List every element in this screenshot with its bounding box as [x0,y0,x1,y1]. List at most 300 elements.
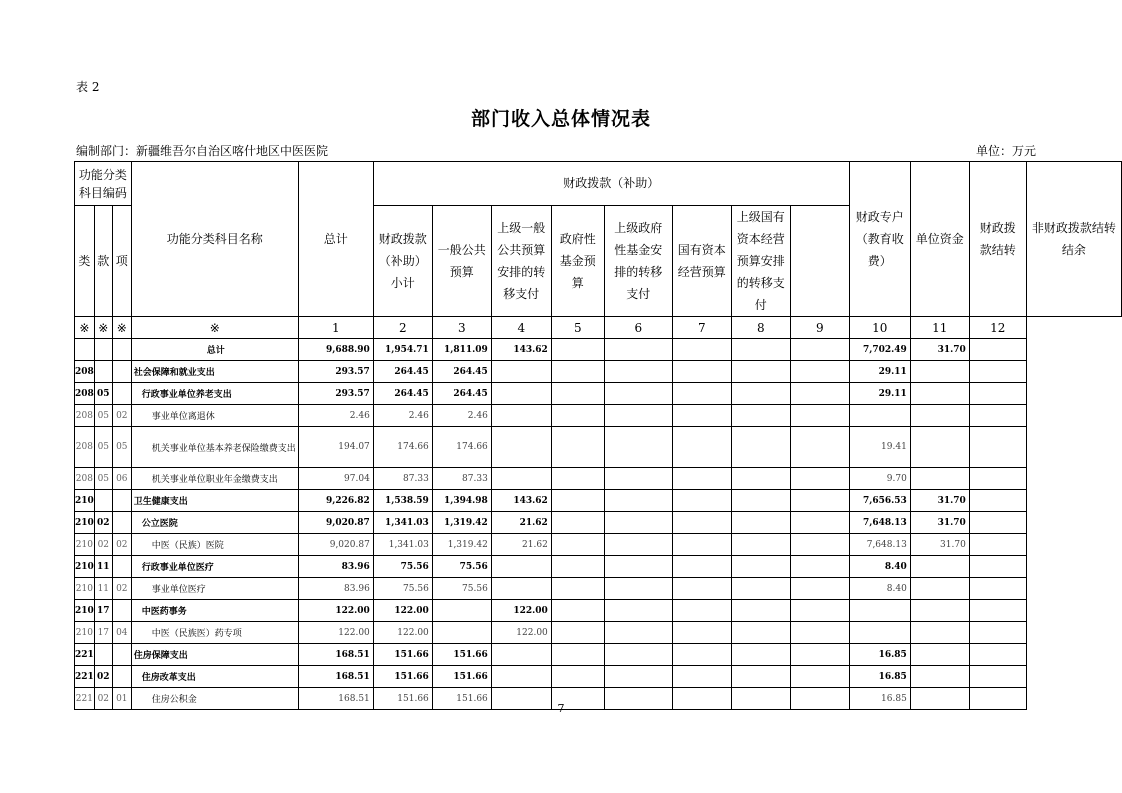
amount-cell-c3: 122.00 [491,622,551,644]
amount-cell-c3 [491,666,551,688]
amount-cell-c8 [790,556,849,578]
code-kuan-cell: 05 [94,427,112,468]
amount-cell-c5 [604,578,672,600]
amount-cell-c4 [551,383,604,405]
amount-cell-c10 [910,361,969,383]
table-row [75,405,1122,427]
code-xiang-cell [112,361,131,383]
amount-cell-c2: 151.66 [432,644,491,666]
header-kuan: 款 [94,206,112,317]
amount-cell-c4 [551,427,604,468]
amount-cell-c4 [551,622,604,644]
code-xiang-cell [112,512,131,534]
amount-cell-c9: 16.85 [849,688,910,710]
table-row [75,512,1122,534]
amount-cell-total: 97.04 [298,468,373,490]
amount-cell-c11 [969,644,1026,666]
code-xiang-cell [112,383,131,405]
amount-cell-c4 [551,512,604,534]
marker-cell: 1 [298,317,373,339]
code-kuan-cell: 17 [94,600,112,622]
amount-cell-c1: 122.00 [373,600,432,622]
code-xiang-cell [112,600,131,622]
table-row [75,468,1122,490]
code-xiang-cell: 06 [112,468,131,490]
amount-cell-c8 [790,622,849,644]
amount-cell-c1: 151.66 [373,644,432,666]
code-kuan-cell [94,644,112,666]
code-xiang-cell [112,490,131,512]
amount-cell-c5 [604,490,672,512]
amount-cell-c11 [969,468,1026,490]
amount-cell-c6 [672,512,731,534]
amount-cell-c6 [672,383,731,405]
amount-cell-c11 [969,556,1026,578]
amount-cell-c9: 7,656.53 [849,490,910,512]
header-c1: 财政拨款（补助）小计 [373,206,432,317]
amount-cell-c11 [969,534,1026,556]
amount-cell-c10 [910,578,969,600]
table-row [75,578,1122,600]
amount-cell-c1: 174.66 [373,427,432,468]
code-kuan-cell: 05 [94,468,112,490]
amount-cell-c6 [672,405,731,427]
amount-cell-c7 [731,427,790,468]
amount-cell-c2: 2.46 [432,405,491,427]
amount-cell-c7 [731,512,790,534]
code-lei-cell: 210 [75,578,95,600]
marker-cell: 8 [731,317,790,339]
amount-cell-c7 [731,622,790,644]
amount-cell-c3: 143.62 [491,490,551,512]
amount-cell-c8 [790,666,849,688]
amount-cell-c5 [604,361,672,383]
amount-cell-c10 [910,622,969,644]
amount-cell-c10 [910,468,969,490]
amount-cell-c10 [910,556,969,578]
amount-cell-total: 293.57 [298,361,373,383]
amount-cell-c7 [731,644,790,666]
amount-cell-c1: 264.45 [373,383,432,405]
code-xiang-cell: 02 [112,405,131,427]
marker-cell: 5 [551,317,604,339]
amount-cell-c4 [551,534,604,556]
amount-cell-c5 [604,666,672,688]
amount-cell-c9: 9.70 [849,468,910,490]
amount-cell-total: 168.51 [298,666,373,688]
amount-cell-c8 [790,405,849,427]
amount-cell-c6 [672,361,731,383]
item-name-cell: 中医药事务 [131,600,298,622]
amount-cell-c5 [604,405,672,427]
amount-cell-c2: 264.45 [432,383,491,405]
header-fiscal-group: 财政拨款（补助） [373,162,849,206]
header-xiang: 项 [112,206,131,317]
amount-cell-c4 [551,490,604,512]
amount-cell-c7 [731,600,790,622]
amount-cell-c11 [969,383,1026,405]
amount-cell-c9 [849,622,910,644]
amount-cell-c7 [731,339,790,361]
amount-cell-c10: 31.70 [910,490,969,512]
amount-cell-c3 [491,427,551,468]
org-label: 编制部门：新疆维吾尔自治区喀什地区中医医院 [76,144,329,158]
code-lei-cell: 210 [75,556,95,578]
amount-cell-c11 [969,622,1026,644]
marker-cell: ※ [94,317,112,339]
code-xiang-cell: 02 [112,578,131,600]
code-xiang-cell: 05 [112,427,131,468]
header-c2: 一般公共预算 [432,206,491,317]
code-lei-cell [75,339,95,361]
amount-cell-c11 [969,361,1026,383]
table-row [75,622,1122,644]
amount-cell-c2: 75.56 [432,556,491,578]
code-lei-cell: 221 [75,644,95,666]
code-kuan-cell [94,361,112,383]
amount-cell-total: 2.46 [298,405,373,427]
code-lei-cell: 221 [75,688,95,710]
header-total: 总计 [298,162,373,317]
amount-cell-c8 [790,339,849,361]
amount-cell-c3 [491,383,551,405]
amount-cell-c9: 7,648.13 [849,534,910,556]
amount-cell-c1: 151.66 [373,688,432,710]
amount-cell-c4 [551,361,604,383]
amount-cell-c11 [969,600,1026,622]
amount-cell-c5 [604,339,672,361]
amount-cell-c5 [604,427,672,468]
amount-cell-c11 [969,512,1026,534]
amount-cell-c4 [551,666,604,688]
table-row [75,339,1122,361]
marker-cell: 3 [432,317,491,339]
item-name-cell: 中医（民族）医院 [131,534,298,556]
amount-cell-c1: 151.66 [373,666,432,688]
code-lei-cell: 208 [75,468,95,490]
marker-cell: 11 [910,317,969,339]
amount-cell-c5 [604,534,672,556]
amount-cell-c4 [551,600,604,622]
amount-cell-c6 [672,644,731,666]
amount-cell-c2 [432,600,491,622]
item-name-cell: 总计 [131,339,298,361]
amount-cell-c10 [910,427,969,468]
table-row [75,490,1122,512]
amount-cell-c11 [969,578,1026,600]
item-name-cell: 事业单位离退休 [131,405,298,427]
amount-cell-c9 [849,600,910,622]
marker-cell: ※ [131,317,298,339]
code-lei-cell: 221 [75,666,95,688]
amount-cell-c3 [491,405,551,427]
code-xiang-cell: 04 [112,622,131,644]
amount-cell-c3: 21.62 [491,534,551,556]
amount-cell-c3: 122.00 [491,600,551,622]
page-number: 7 [557,702,565,715]
amount-cell-c1: 122.00 [373,622,432,644]
amount-cell-c1: 75.56 [373,556,432,578]
marker-cell: ※ [112,317,131,339]
code-xiang-cell: 02 [112,534,131,556]
marker-cell: 6 [604,317,672,339]
amount-cell-c2: 151.66 [432,666,491,688]
amount-cell-c11 [969,339,1026,361]
amount-cell-c1: 75.56 [373,578,432,600]
item-name-cell: 卫生健康支出 [131,490,298,512]
amount-cell-c2: 1,319.42 [432,512,491,534]
marker-cell: ※ [75,317,95,339]
amount-cell-total: 122.00 [298,600,373,622]
code-xiang-cell [112,666,131,688]
amount-cell-c7 [731,666,790,688]
amount-cell-c4 [551,644,604,666]
amount-cell-total: 83.96 [298,556,373,578]
code-kuan-cell: 02 [94,534,112,556]
amount-cell-c2: 1,394.98 [432,490,491,512]
code-lei-cell: 208 [75,383,95,405]
amount-cell-c3 [491,578,551,600]
amount-cell-c3: 21.62 [491,512,551,534]
header-c4: 政府性基金预算 [551,206,604,317]
amount-cell-c11 [969,427,1026,468]
table-row [75,556,1122,578]
code-lei-cell: 210 [75,534,95,556]
amount-cell-c7 [731,383,790,405]
code-xiang-cell [112,556,131,578]
marker-cell: 12 [969,317,1026,339]
amount-cell-c10 [910,644,969,666]
header-c6: 国有资本经营预算 [672,206,731,317]
header-name: 功能分类科目名称 [131,162,298,317]
amount-cell-c10 [910,600,969,622]
amount-cell-c2 [432,622,491,644]
amount-cell-total: 9,020.87 [298,534,373,556]
table-row [75,600,1122,622]
amount-cell-c4 [551,405,604,427]
amount-cell-total: 168.51 [298,688,373,710]
code-xiang-cell [112,644,131,666]
amount-cell-c2: 1,319.42 [432,534,491,556]
code-kuan-cell: 17 [94,622,112,644]
amount-cell-c8 [790,468,849,490]
code-lei-cell: 210 [75,490,95,512]
amount-cell-c7 [731,556,790,578]
amount-cell-c7 [731,405,790,427]
amount-cell-c6 [672,556,731,578]
amount-cell-c8 [790,644,849,666]
header-c8: 财政专户（教育收费） [849,162,910,317]
item-name-cell: 住房改革支出 [131,666,298,688]
table-row [75,383,1122,405]
amount-cell-c4 [551,556,604,578]
page-title: 部门收入总体情况表 [470,108,651,130]
header-lei: 类 [75,206,95,317]
amount-cell-c2: 264.45 [432,361,491,383]
code-lei-cell: 210 [75,600,95,622]
amount-cell-c10: 31.70 [910,534,969,556]
amount-cell-c6 [672,534,731,556]
amount-cell-c9: 16.85 [849,666,910,688]
amount-cell-total: 168.51 [298,644,373,666]
amount-cell-c3: 143.62 [491,339,551,361]
header-c7: 上级国有资本经营预算安排的转移支付 [731,206,790,317]
amount-cell-c11 [969,666,1026,688]
item-name-cell: 事业单位医疗 [131,578,298,600]
amount-cell-c6 [672,339,731,361]
code-kuan-cell: 02 [94,666,112,688]
header-c9: 单位资金 [910,162,969,317]
marker-cell: 2 [373,317,432,339]
amount-cell-c5 [604,468,672,490]
amount-cell-c5 [604,600,672,622]
item-name-cell: 公立医院 [131,512,298,534]
amount-cell-c8 [790,383,849,405]
amount-cell-c2: 1,811.09 [432,339,491,361]
amount-cell-c8 [790,578,849,600]
amount-cell-c10 [910,383,969,405]
code-kuan-cell [94,490,112,512]
amount-cell-c1: 87.33 [373,468,432,490]
amount-cell-c8 [790,534,849,556]
amount-cell-c9: 29.11 [849,383,910,405]
amount-cell-c1: 1,954.71 [373,339,432,361]
amount-cell-c9: 8.40 [849,578,910,600]
marker-cell: 9 [790,317,849,339]
amount-cell-total: 9,226.82 [298,490,373,512]
amount-cell-c7 [731,468,790,490]
amount-cell-c8 [790,361,849,383]
header-c11: 非财政拨款结转结余 [1026,162,1121,317]
amount-cell-c6 [672,622,731,644]
item-name-cell: 社会保障和就业支出 [131,361,298,383]
amount-cell-c5 [604,622,672,644]
amount-cell-c3 [491,361,551,383]
amount-cell-c2: 174.66 [432,427,491,468]
item-name-cell: 行政事业单位养老支出 [131,383,298,405]
amount-cell-total: 9,688.90 [298,339,373,361]
unit-label: 单位：万元 [975,144,1036,158]
amount-cell-c4 [551,468,604,490]
code-kuan-cell: 02 [94,512,112,534]
amount-cell-c7 [731,534,790,556]
amount-cell-c3 [491,556,551,578]
code-xiang-cell: 01 [112,688,131,710]
amount-cell-c9 [849,405,910,427]
amount-cell-c3 [491,468,551,490]
header-code-group: 功能分类科目编码 [75,162,132,206]
item-name-cell: 住房保障支出 [131,644,298,666]
amount-cell-c8 [790,600,849,622]
amount-cell-c2: 151.66 [432,688,491,710]
amount-cell-c11 [969,405,1026,427]
amount-cell-c1: 1,341.03 [373,512,432,534]
header-c3: 上级一般公共预算安排的转移支付 [491,206,551,317]
amount-cell-c8 [790,427,849,468]
code-lei-cell: 208 [75,405,95,427]
table-row [75,534,1122,556]
amount-cell-c6 [672,578,731,600]
table-row [75,666,1122,688]
amount-cell-c9: 7,648.13 [849,512,910,534]
table-tag: 表 2 [76,80,100,94]
amount-cell-c10 [910,405,969,427]
amount-cell-total: 122.00 [298,622,373,644]
amount-cell-c9: 19.41 [849,427,910,468]
amount-cell-total: 83.96 [298,578,373,600]
amount-cell-total: 293.57 [298,383,373,405]
header-c5: 上级政府性基金安排的转移支付 [604,206,672,317]
amount-cell-c1: 2.46 [373,405,432,427]
code-kuan-cell: 11 [94,578,112,600]
amount-cell-c6 [672,600,731,622]
marker-cell: 7 [672,317,731,339]
income-table [74,161,1122,710]
amount-cell-c6 [672,490,731,512]
code-kuan-cell: 11 [94,556,112,578]
amount-cell-c7 [731,578,790,600]
item-name-cell: 住房公积金 [131,688,298,710]
amount-cell-c4 [551,339,604,361]
table-row [75,427,1122,468]
code-kuan-cell [94,339,112,361]
code-lei-cell: 210 [75,622,95,644]
code-kuan-cell: 02 [94,688,112,710]
amount-cell-c8 [790,490,849,512]
amount-cell-c5 [604,556,672,578]
amount-cell-c9: 29.11 [849,361,910,383]
amount-cell-c6 [672,468,731,490]
amount-cell-c8 [790,512,849,534]
amount-cell-c1: 264.45 [373,361,432,383]
code-lei-cell: 208 [75,361,95,383]
amount-cell-c7 [731,490,790,512]
amount-cell-c10 [910,666,969,688]
amount-cell-c4 [551,578,604,600]
item-name-cell: 机关事业单位基本养老保险缴费支出 [131,427,298,468]
marker-row [75,317,1122,339]
header-c10: 财政拨款结转 [969,162,1026,317]
amount-cell-total: 194.07 [298,427,373,468]
amount-cell-c5 [604,512,672,534]
code-kuan-cell: 05 [94,405,112,427]
table-row [75,644,1122,666]
item-name-cell: 机关事业单位职业年金缴费支出 [131,468,298,490]
code-kuan-cell: 05 [94,383,112,405]
item-name-cell: 行政事业单位医疗 [131,556,298,578]
amount-cell-c3 [491,644,551,666]
amount-cell-c9: 7,702.49 [849,339,910,361]
item-name-cell: 中医（民族医）药专项 [131,622,298,644]
amount-cell-c1: 1,538.59 [373,490,432,512]
amount-cell-c5 [604,383,672,405]
amount-cell-c9: 8.40 [849,556,910,578]
marker-cell: 10 [849,317,910,339]
amount-cell-c6 [672,666,731,688]
amount-cell-c2: 75.56 [432,578,491,600]
table-row [75,361,1122,383]
amount-cell-total: 9,020.87 [298,512,373,534]
amount-cell-c2: 87.33 [432,468,491,490]
amount-cell-c7 [731,361,790,383]
amount-cell-c11 [969,490,1026,512]
code-xiang-cell [112,339,131,361]
amount-cell-c1: 1,341.03 [373,534,432,556]
code-lei-cell: 208 [75,427,95,468]
amount-cell-c10: 31.70 [910,512,969,534]
marker-cell: 4 [491,317,551,339]
amount-cell-c6 [672,427,731,468]
